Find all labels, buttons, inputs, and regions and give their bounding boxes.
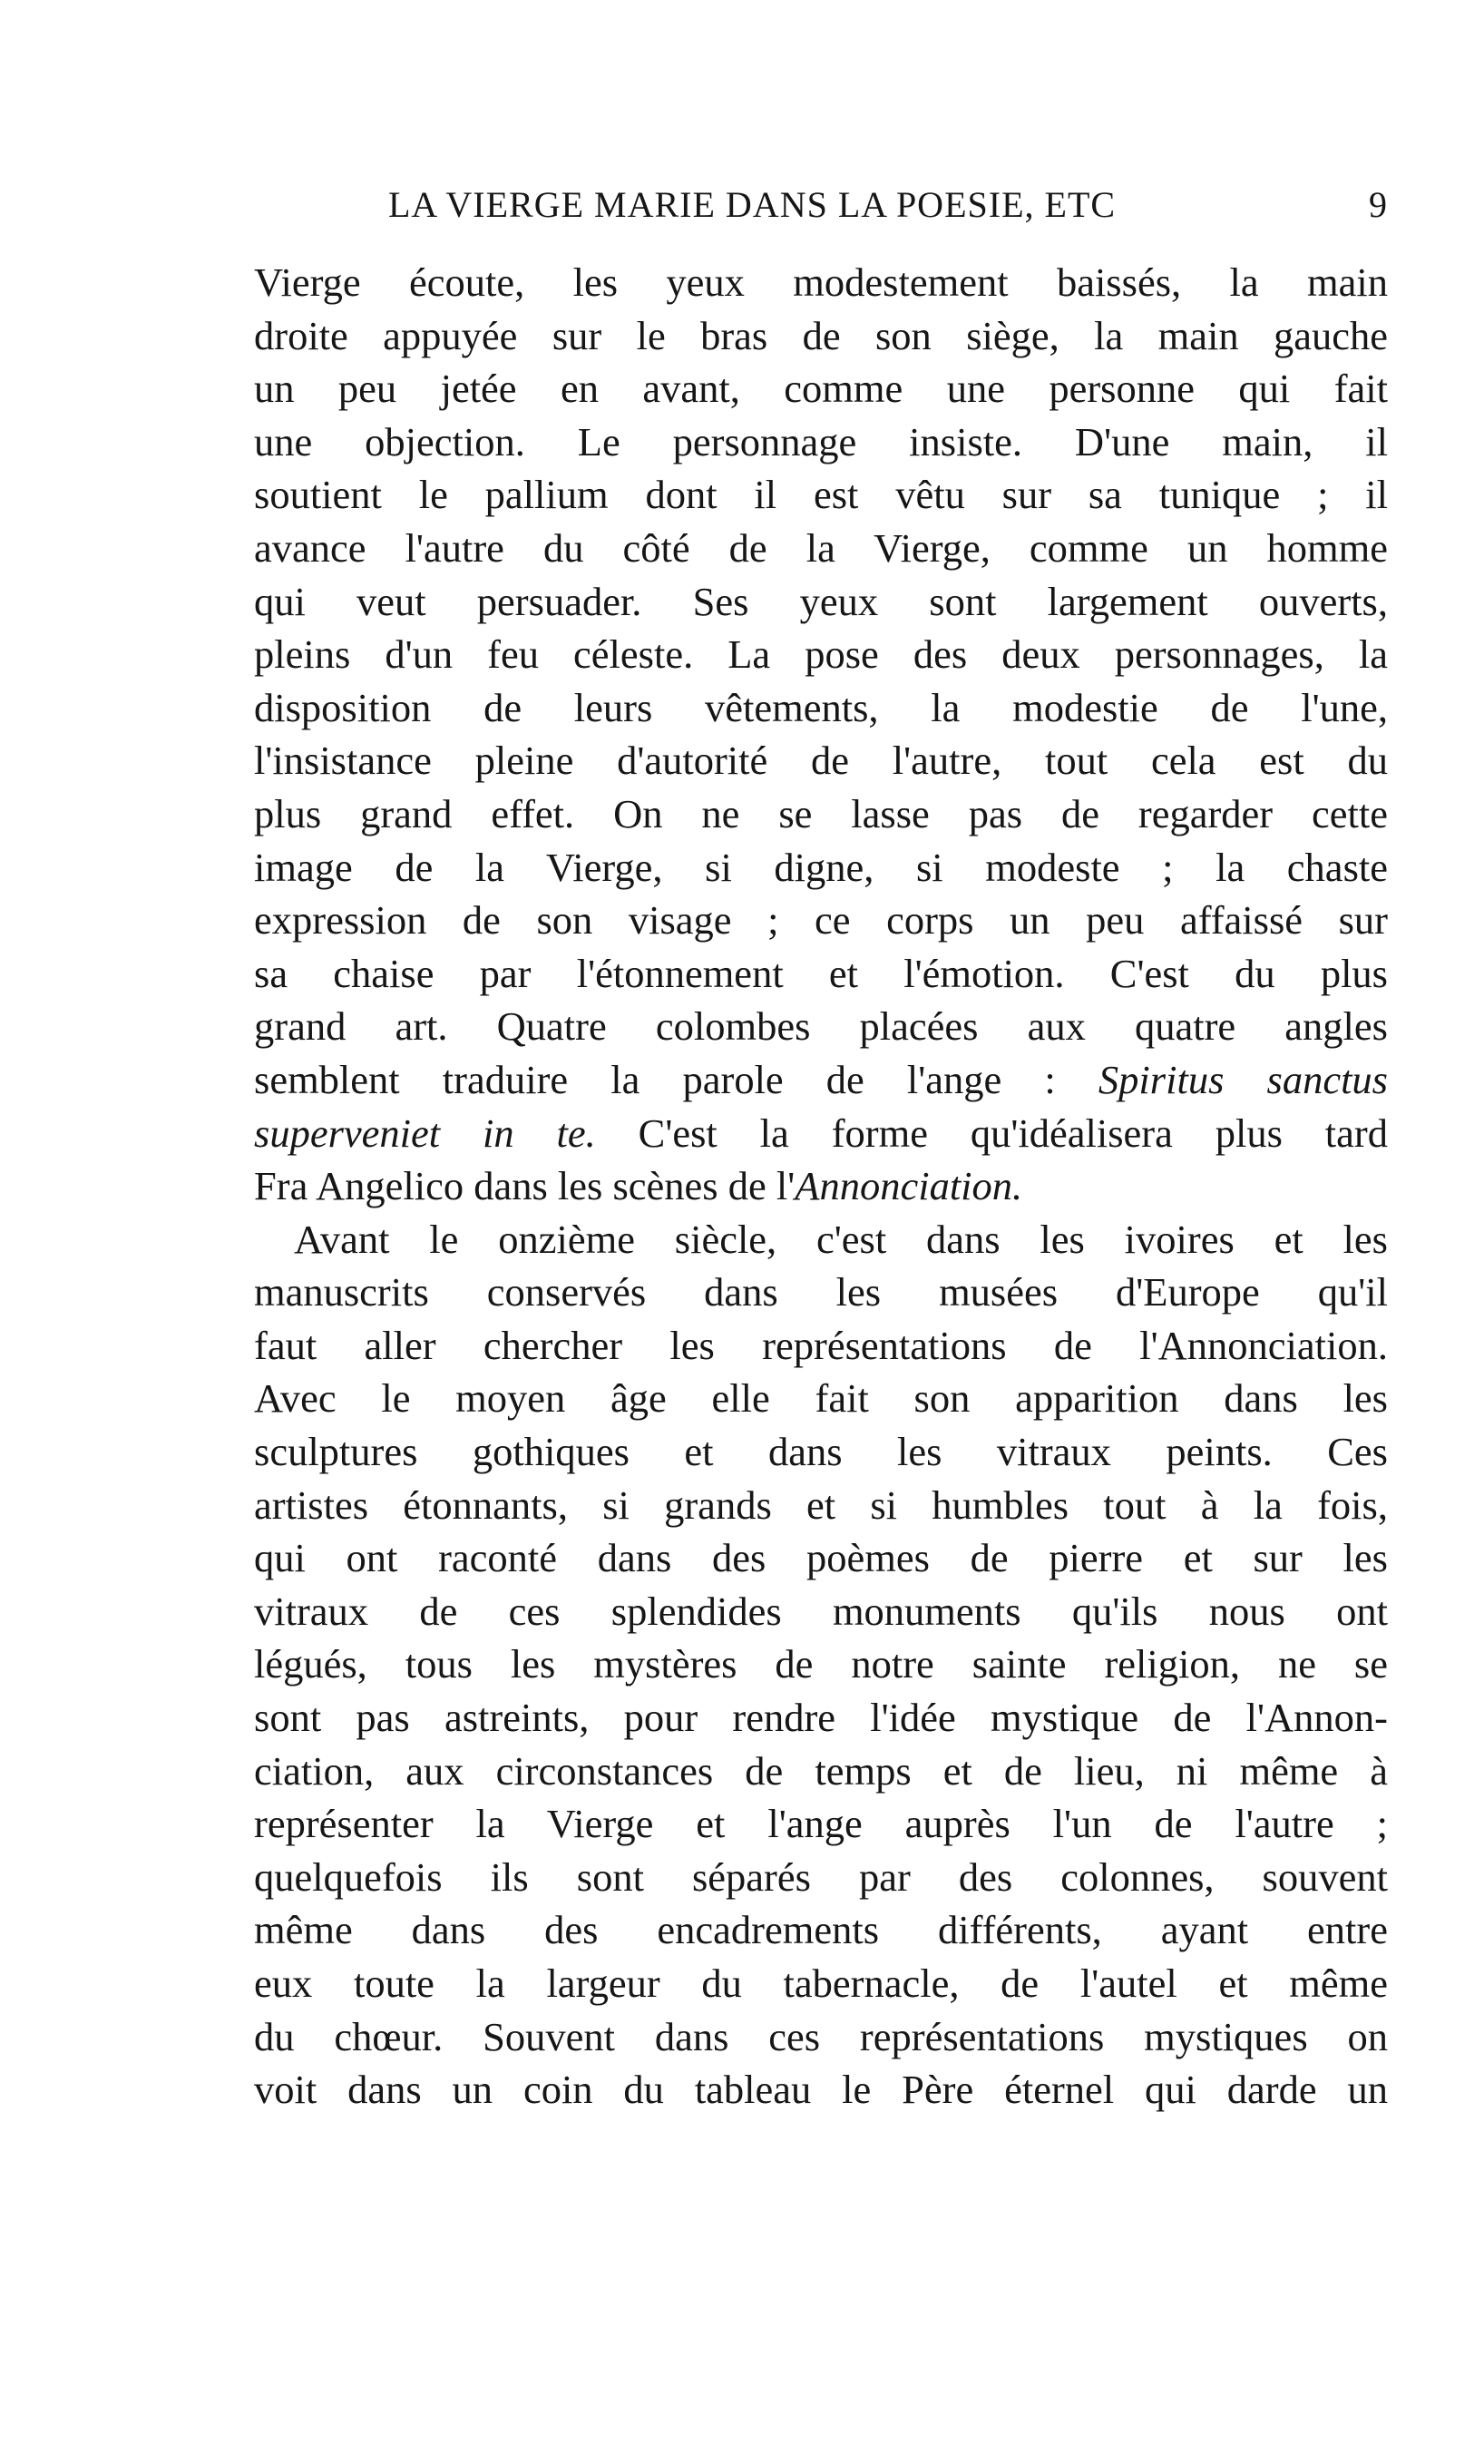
text-line [254,1107,1388,1160]
artwork-title: Annonciation. [795,1163,1023,1209]
text-line: grand art. Quatre colombes placées aux quatre angles [254,1003,1388,1050]
text-line: avance l'autre du côté de la Vierge, comme un homme [254,524,1388,571]
text-line: l'insistance pleine d'autorité de l'autre, tout cela est du [254,738,1388,784]
text-line [254,1053,1388,1107]
text-line: disposition de leurs vêtements, la modestie de l'une, [254,684,1388,730]
running-title: LA VIERGE MARIE DANS LA POESIE, ETC [388,184,1117,225]
text-line: plus grand effet. On ne se lasse pas de regarder cette [254,790,1388,836]
text-line: qui ont raconté dans des poèmes de pierre et sur les [254,1535,1388,1581]
text-line: vitraux de ces splendides monuments qu'ils nous ont [254,1588,1388,1634]
text-run: C'est la forme qu'idéalisera plus tard [595,1110,1388,1156]
text-line: voit dans un coin du tableau le Père éternel qui darde un [254,2067,1388,2113]
text-line: image de la Vierge, si digne, si modeste ; la chaste [254,844,1388,890]
text-line: qui veut persuader. Ses yeux sont largement ouverts, [254,578,1388,624]
text-line: artistes étonnants, si grands et si humbles tout à la fois, [254,1481,1388,1528]
text-line: expression de son visage ; ce corps un peu affaissé sur [254,897,1388,944]
text-line: eux toute la largeur du tabernacle, de l'autel et même [254,1960,1388,2006]
text-line: Vierge écoute, les yeux modestement baissés, la main [254,259,1388,305]
text-line: du chœur. Souvent dans ces représentations mystiques on [254,2013,1388,2059]
text-line: représenter la Vierge et l'ange auprès l'un de l'autre ; [254,1801,1388,1847]
text-line: sont pas astreints, pour rendre l'idée mystique de l'Annon- [254,1695,1388,1741]
text-line: même dans des encadrements différents, ayant entre [254,1907,1388,1953]
latin-quote: Spiritus sanctus [1098,1056,1388,1102]
text-line: un peu jetée en avant, comme une personne qui fait [254,366,1388,412]
text-line: Avec le moyen âge elle fait son apparition dans les [254,1375,1388,1422]
running-head [254,178,1388,232]
text-line: soutient le pallium dont il est vêtu sur sa tunique ; il [254,472,1388,518]
text-line: sculptures gothiques et dans les vitraux peints. Ces [254,1429,1388,1475]
text-line: manuscrits conservés dans les musées d'Europe qu'il [254,1269,1388,1315]
text-line [254,1159,1388,1213]
text-line: droite appuyée sur le bras de son siège, la main gauche [254,312,1388,358]
text-run: Fra Angelico dans les scènes de l' [254,1163,796,1209]
body-text [254,256,1388,2117]
text-line: une objection. Le personnage insiste. D'une main, il [254,418,1388,464]
text-line: faut aller chercher les représentations de l'Annonciation. [254,1322,1388,1368]
text-line: quelquefois ils sont séparés par des colonnes, souvent [254,1853,1388,1900]
text-line: Avant le onzième siècle, c'est dans les ivoires et les [294,1216,1388,1262]
text-line: sa chaise par l'étonnement et l'émotion. C'est du plus [254,950,1388,996]
text-run: semblent traduire la parole de l'ange : [254,1056,1098,1102]
text-line: pleins d'un feu céleste. La pose des deux personnages, la [254,631,1388,678]
paragraph-2 [254,1213,1388,2117]
text-line: légués, tous les mystères de notre sainte religion, ne se [254,1641,1388,1687]
text-line: ciation, aux circonstances de temps et de lieu, ni même à [254,1747,1388,1794]
paragraph-1 [254,256,1388,1213]
latin-quote: superveniet in te. [254,1110,596,1156]
page-number: 9 [1369,184,1388,225]
